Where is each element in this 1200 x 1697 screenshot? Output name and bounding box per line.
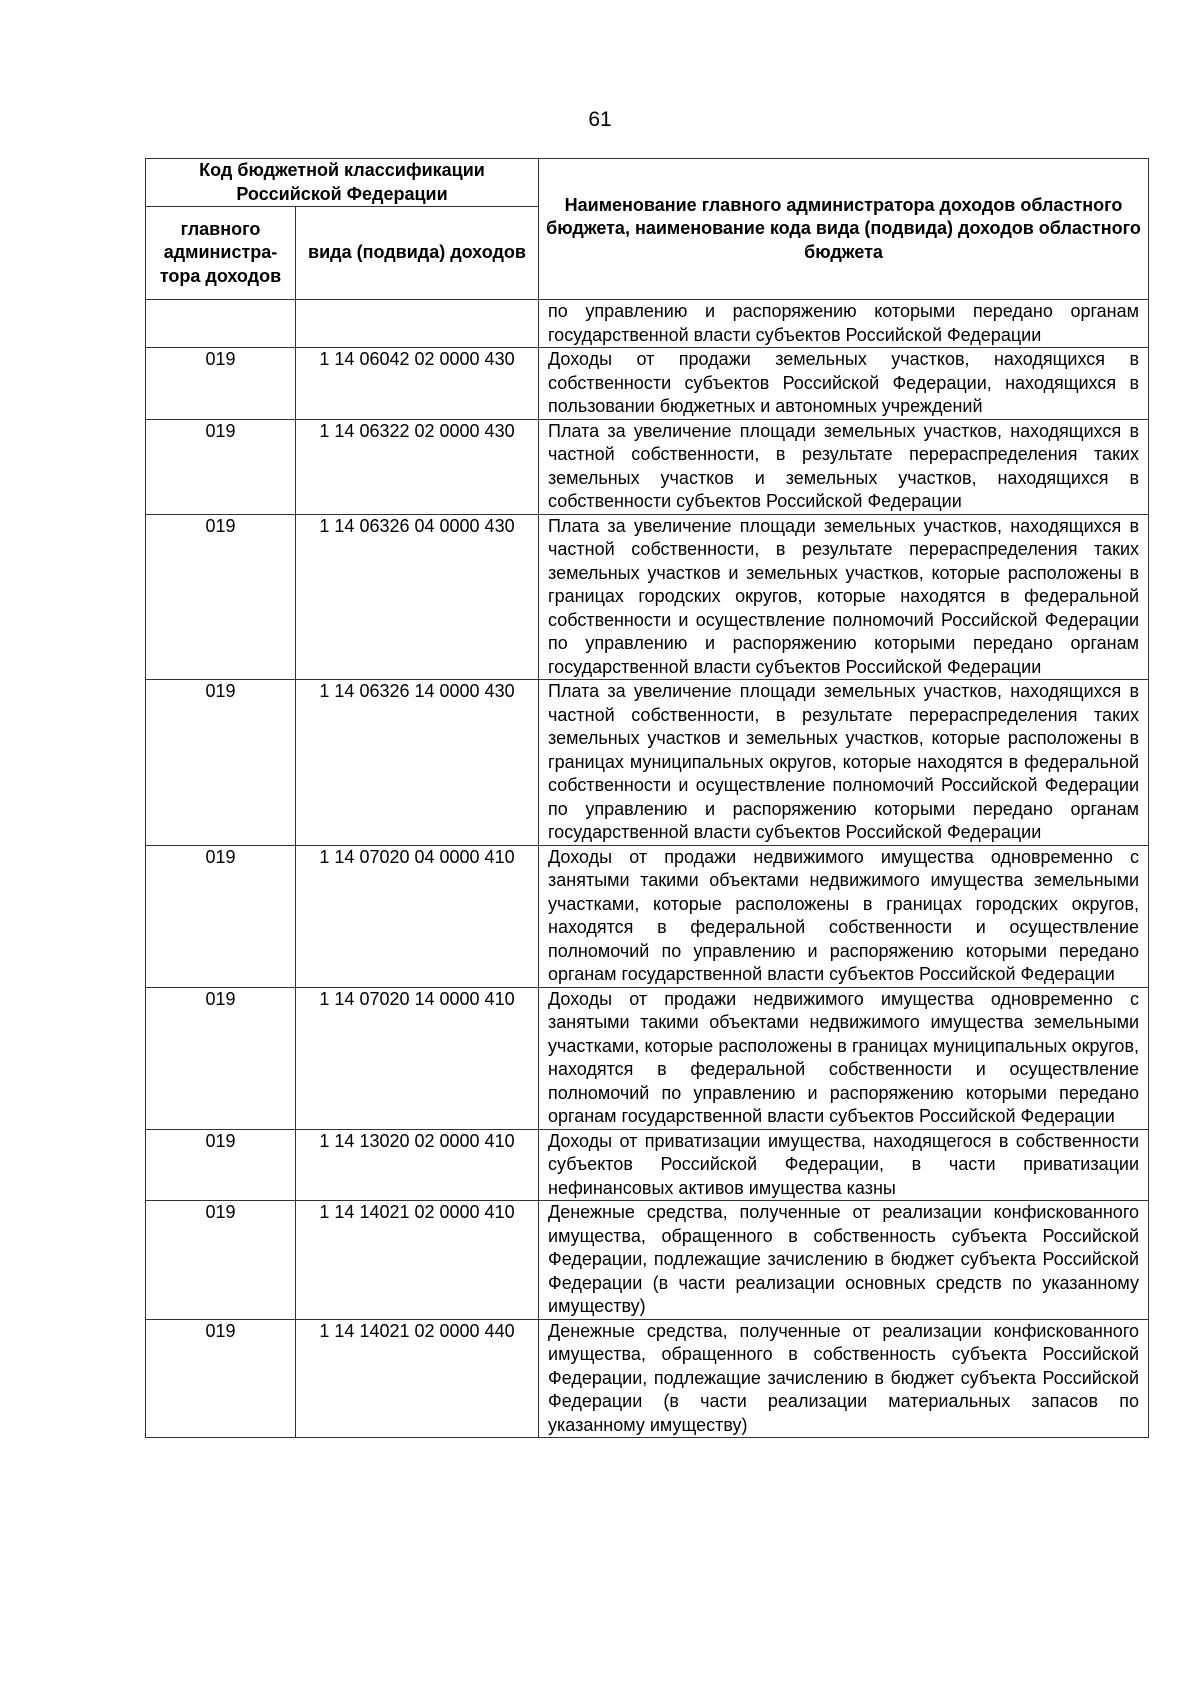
table-row [146, 1201, 1149, 1320]
admin-code-cell [146, 300, 296, 348]
admin-code-cell: 019 [146, 845, 296, 987]
table-row [146, 419, 1149, 514]
income-code-cell: 1 14 06326 04 0000 430 [296, 514, 539, 680]
description-cell: Доходы от продажи недвижимого имущества одновременно с занятыми такими объектами недвижимого имущества земельными участками, которые расположены в границах городских округов, находятся в федеральной собственности и осуществление полномочий по управлению и распоряжению которыми передано органам государственной власти субъектов Российской Федерации [539, 845, 1149, 987]
table-row [146, 987, 1149, 1129]
description-cell: Доходы от продажи земельных участков, находящихся в собственности субъектов Российской Федерации, находящихся в пользовании бюджетных и автономных учреждений [539, 348, 1149, 420]
description-cell: Денежные средства, полученные от реализации конфискованного имущества, обращенного в собственность субъекта Российской Федерации, подлежащие зачислению в бюджет субъекта Российской Федерации (в части реализации материальных запасов по указанному имуществу) [539, 1319, 1149, 1438]
description-cell: Плата за увеличение площади земельных участков, находящихся в частной собственности, в результате перераспределения таких земельных участков и земельных участков, находящихся в собственности субъектов Российской Федерации [539, 419, 1149, 514]
table-body [146, 300, 1149, 1438]
income-code-cell: 1 14 06042 02 0000 430 [296, 348, 539, 420]
admin-code-cell: 019 [146, 1319, 296, 1438]
table-row [146, 845, 1149, 987]
admin-code-cell: 019 [146, 348, 296, 420]
header-admin-code: главного администра-тора доходов [146, 207, 296, 300]
description-cell: Плата за увеличение площади земельных участков, находящихся в частной собственности, в результате перераспределения таких земельных участков и земельных участков, которые расположены в границах муниципальных округов, которые находятся в федеральной собственности и осуществление полномочий Российской Федерации по управлению и распоряжению которыми передано органам государственной власти субъектов Российской Федерации [539, 680, 1149, 846]
income-code-cell: 1 14 06326 14 0000 430 [296, 680, 539, 846]
income-code-cell [296, 300, 539, 348]
budget-classification-table [145, 158, 1149, 1438]
description-cell: Доходы от приватизации имущества, находящегося в собственности субъектов Российской Федерации, в части приватизации нефинансовых активов имущества казны [539, 1129, 1149, 1201]
header-description: Наименование главного администратора доходов областного бюджета, наименование кода вида (подвида) доходов областного бюджета [539, 159, 1149, 300]
table-row [146, 348, 1149, 420]
admin-code-cell: 019 [146, 514, 296, 680]
table-header-row [146, 159, 1149, 207]
header-classification-code: Код бюджетной классификации Российской Федерации [146, 159, 539, 207]
income-code-cell: 1 14 06322 02 0000 430 [296, 419, 539, 514]
admin-code-cell: 019 [146, 1129, 296, 1201]
header-income-type-code: вида (подвида) доходов [296, 207, 539, 300]
table-row [146, 1319, 1149, 1438]
table-row [146, 1129, 1149, 1201]
table-row [146, 514, 1149, 680]
income-code-cell: 1 14 13020 02 0000 410 [296, 1129, 539, 1201]
table-row [146, 300, 1149, 348]
admin-code-cell: 019 [146, 1201, 296, 1320]
table-row [146, 680, 1149, 846]
admin-code-cell: 019 [146, 987, 296, 1129]
income-code-cell: 1 14 14021 02 0000 410 [296, 1201, 539, 1320]
description-cell: Плата за увеличение площади земельных участков, находящихся в частной собственности, в результате перераспределения таких земельных участков и земельных участков, которые расположены в границах городских округов, которые находятся в федеральной собственности и осуществление полномочий Российской Федерации по управлению и распоряжению которыми передано органам государственной власти субъектов Российской Федерации [539, 514, 1149, 680]
admin-code-cell: 019 [146, 680, 296, 846]
income-code-cell: 1 14 07020 14 0000 410 [296, 987, 539, 1129]
page-number: 61 [588, 108, 612, 131]
description-cell: Доходы от продажи недвижимого имущества одновременно с занятыми такими объектами недвижимого имущества земельными участками, которые расположены в границах муниципальных округов, находятся в федеральной собственности и осуществление полномочий по управлению и распоряжению которыми передано органам государственной власти субъектов Российской Федерации [539, 987, 1149, 1129]
description-cell: по управлению и распоряжению которыми передано органам государственной власти субъектов Российской Федерации [539, 300, 1149, 348]
admin-code-cell: 019 [146, 419, 296, 514]
income-code-cell: 1 14 14021 02 0000 440 [296, 1319, 539, 1438]
income-code-cell: 1 14 07020 04 0000 410 [296, 845, 539, 987]
description-cell: Денежные средства, полученные от реализации конфискованного имущества, обращенного в собственность субъекта Российской Федерации, подлежащие зачислению в бюджет субъекта Российской Федерации (в части реализации основных средств по указанному имуществу) [539, 1201, 1149, 1320]
